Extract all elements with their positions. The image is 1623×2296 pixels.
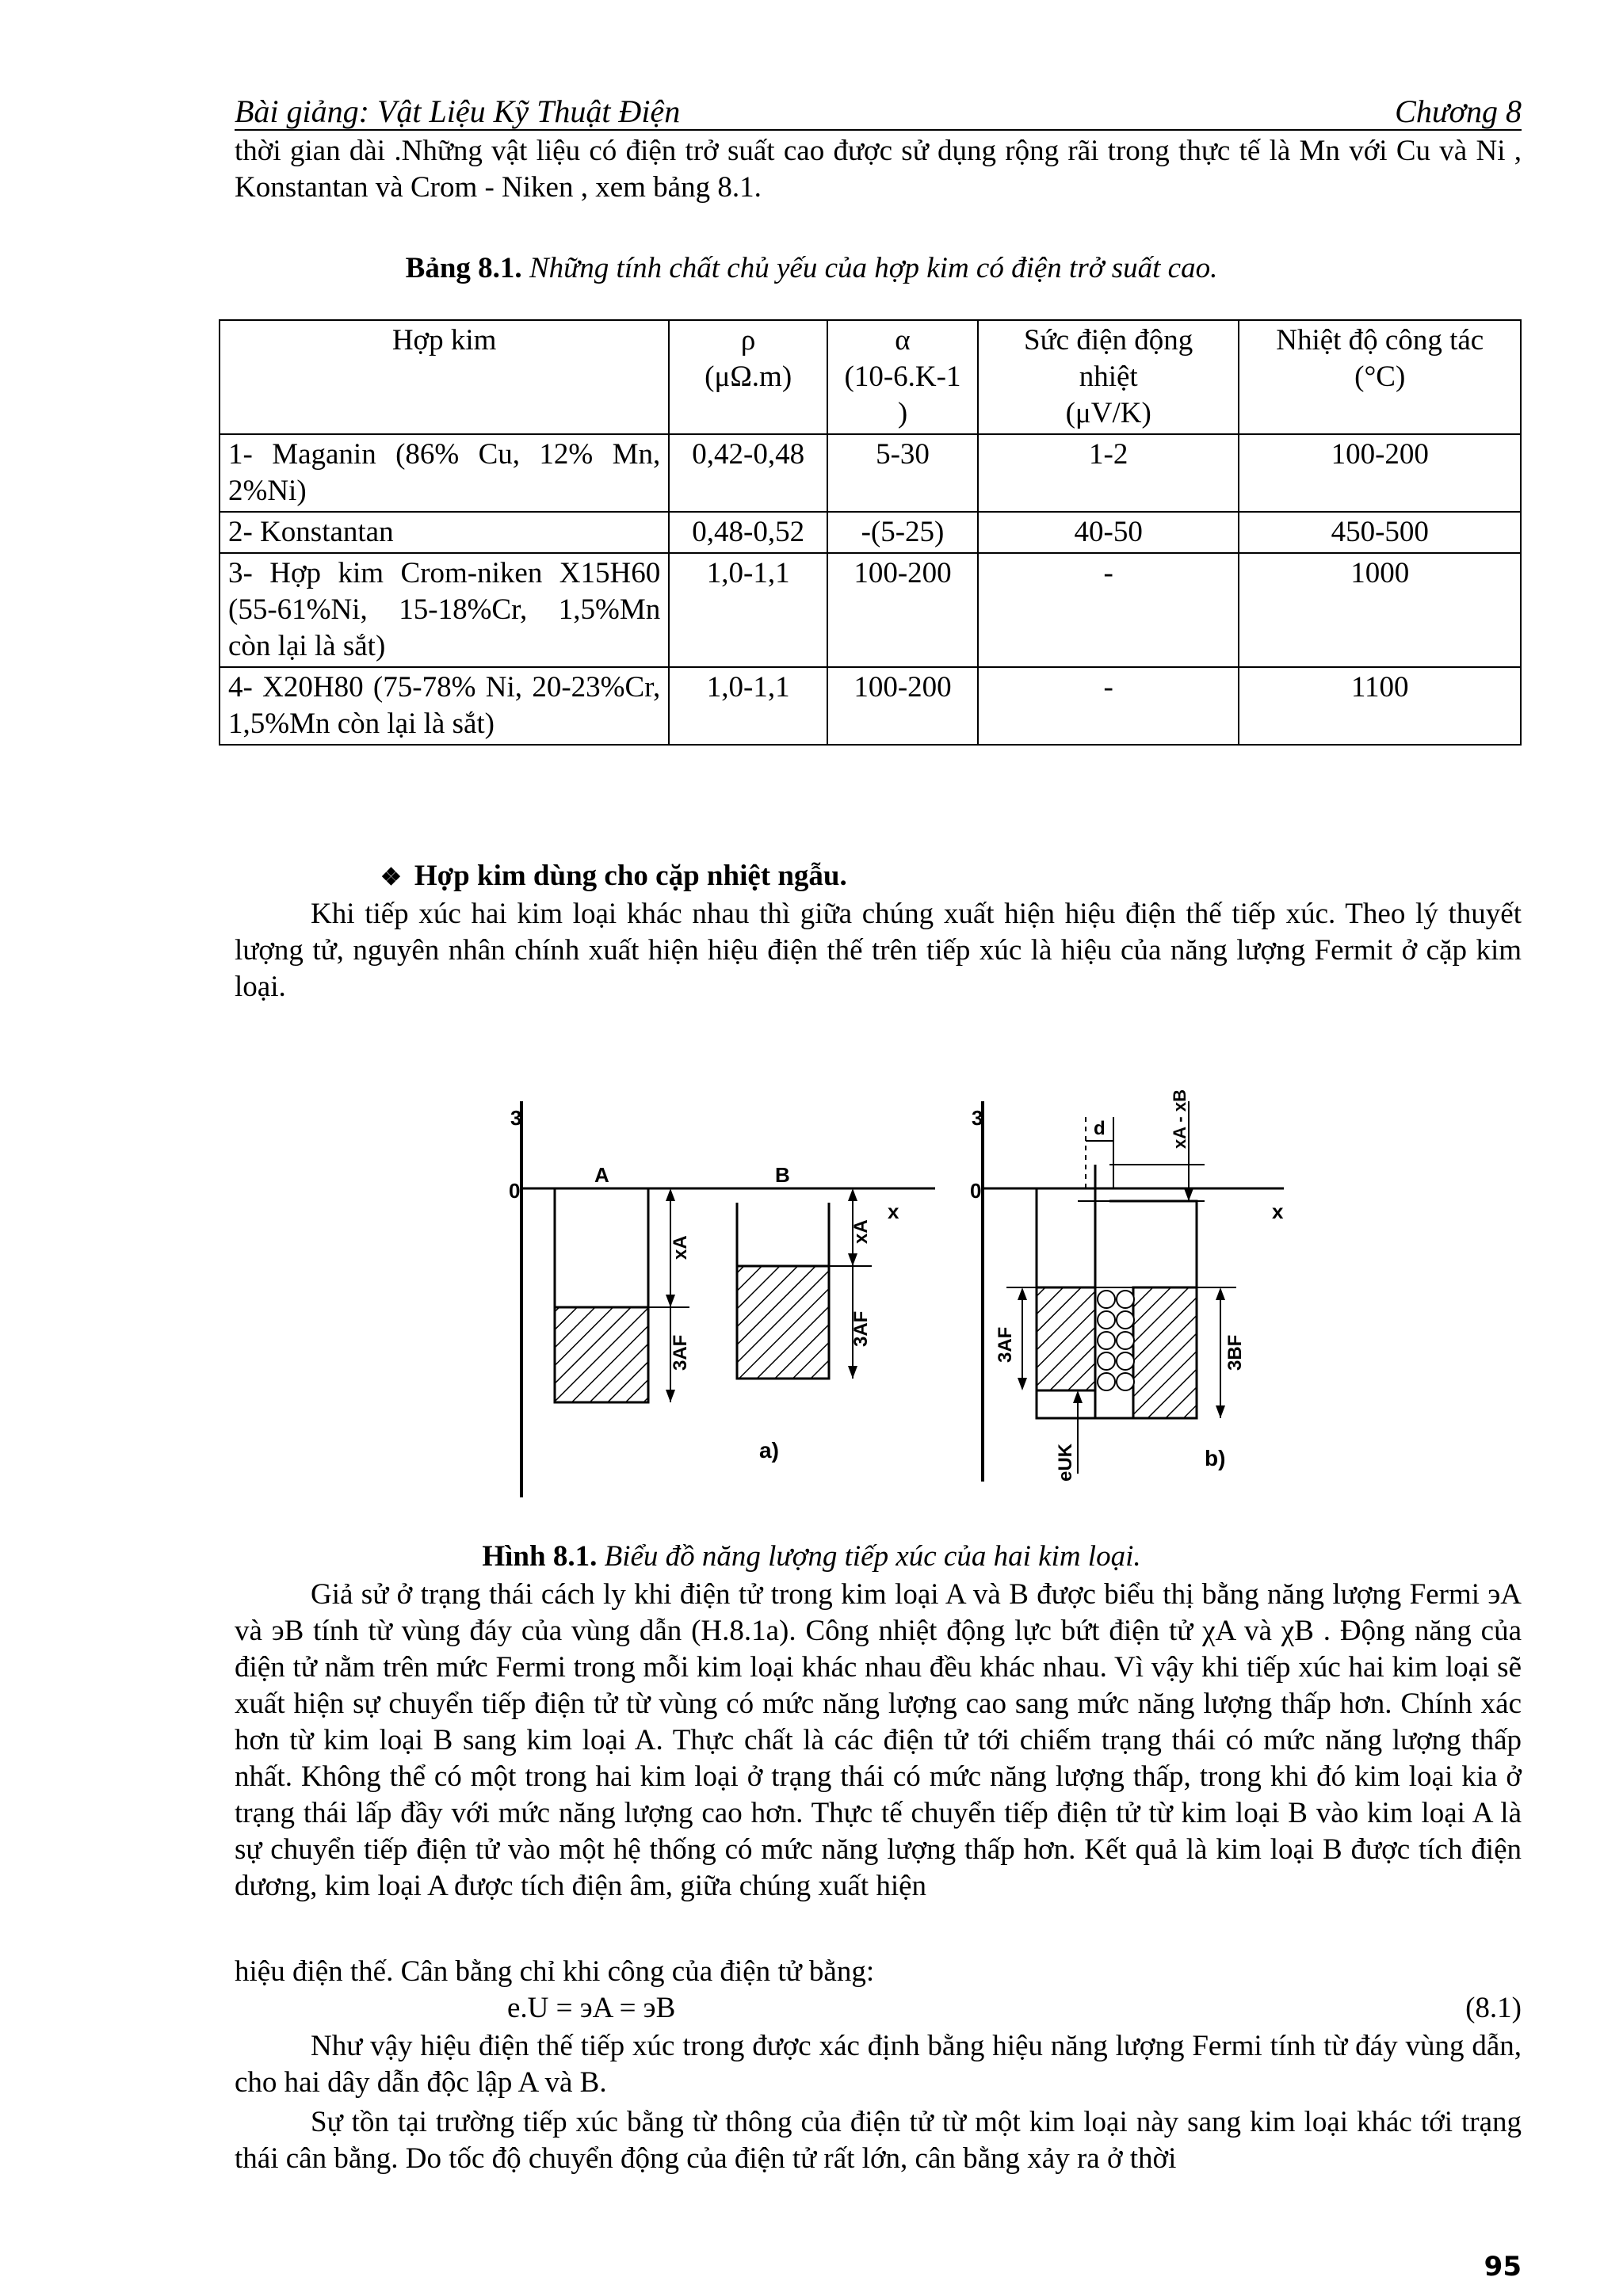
chi-a-label: xA (670, 1235, 691, 1260)
figure-caption-label: Hình 8.1. (482, 1540, 598, 1573)
table-row: 2- Konstantan 0,48-0,52 -(5-25) 40-50 450-500 (220, 512, 1521, 553)
header-chapter: Chương 8 (1395, 93, 1522, 129)
intro-paragraph: thời gian dài .Những vật liệu có điện trở suất cao được sử dụng rộng rãi trong thực tế là Mn với Cu và Ni , Konstantan và Crom - Niken , xem bảng 8.1. (235, 135, 1522, 204)
header-rule (235, 129, 1522, 131)
fermi-b-label-b: 3BF (1224, 1334, 1246, 1371)
paragraph-1: Khi tiếp xúc hai kim loại khác nhau thì giữa chúng xuất hiện hiệu điện thế tiếp xúc. Theo lý thuyết lượng tử, nguyên nhân chính xuất hiện hiệu điện thế trên tiếp xúc là hiệu của năng lượng Fermit ở cặp kim loại. (235, 898, 1522, 1003)
paragraph-3: Như vậy hiệu điện thế tiếp xúc trong được xác định bằng hiệu năng lượng Fermi tính từ đáy vùng dẫn, cho hai dây dẫn độc lập A và B. (235, 2030, 1522, 2099)
zero-label: 0 (509, 1179, 521, 1203)
fermi-a-label: 3AF (670, 1334, 691, 1371)
table-caption (0, 250, 1623, 287)
paragraph-2-end: hiệu điện thế. Cân bằng chỉ khi công của điện tử bằng: (235, 1955, 875, 1988)
formula-expression: e.U = эA = эB (507, 1992, 676, 2024)
energy-axis-label-b: 3 (972, 1106, 983, 1130)
x-label-b: x (1272, 1199, 1284, 1223)
diagram-b (970, 1089, 1284, 1482)
header-title: Bài giảng: Vật Liệu Kỹ Thuật Điện (235, 93, 681, 129)
header-emf: Sức điện động nhiệt (μV/K) (978, 320, 1239, 434)
subfigure-a-label: a) (759, 1438, 779, 1463)
page-number: 95 (1484, 2251, 1522, 2283)
metal-a-label: A (594, 1163, 609, 1187)
table-caption-label: Bảng 8.1. (405, 252, 522, 284)
header-rho: ρ (μΩ.m) (669, 320, 827, 434)
energy-diagram-figure (475, 1085, 1347, 1505)
fermi-a-label-b: 3AF (995, 1326, 1016, 1363)
diagram-a (509, 1101, 935, 1497)
x-label: x (888, 1199, 899, 1223)
table-row: 3- Hợp kim Crom-niken X15H60 (55-61%Ni, 15-18%Cr, 1,5%Mn còn lại là sắt) 1,0-1,1 100-200 - 1000 (220, 553, 1521, 667)
table-caption-text: Những tính chất chủ yếu của hợp kim có điện trở suất cao. (521, 252, 1218, 284)
distance-d-label: d (1094, 1118, 1106, 1139)
figure-caption (0, 1539, 1623, 1575)
work-function-difference-label: xA - xB (1170, 1089, 1190, 1149)
contact-potential-label: eUK (1055, 1443, 1076, 1482)
subfigure-b-label: b) (1205, 1446, 1226, 1470)
section-heading: ❖ Hợp kim dùng cho cặp nhiệt ngẫu. (380, 860, 847, 892)
paragraph-4: Sự tồn tại trường tiếp xúc bằng từ thông của điện tử từ một kim loại này sang kim loại khác tới trạng thái cân bằng. Do tốc độ chuyển động của điện tử rất lớn, cân bằng xảy ra ở thời (235, 2106, 1522, 2175)
header-alloy: Hợp kim (220, 320, 669, 434)
table-row: 1- Maganin (86% Cu, 12% Mn, 2%Ni) 0,42-0,48 5-30 1-2 100-200 (220, 434, 1521, 512)
zero-label-b: 0 (970, 1179, 982, 1203)
metal-b-label: B (775, 1163, 790, 1187)
header-alpha: α (10-6.K-1 ) (827, 320, 978, 434)
alloy-properties-table (219, 319, 1522, 746)
formula-number: (8.1) (1465, 1992, 1522, 2024)
charge-circles (1098, 1291, 1134, 1390)
header-temperature: Nhiệt độ công tác (°C) (1239, 320, 1521, 434)
fermi-b-label: 3AF (850, 1310, 872, 1347)
table-header-row (220, 320, 1521, 434)
chi-b-label: xA (850, 1219, 872, 1244)
energy-axis-label: 3 (510, 1106, 522, 1130)
table-row: 4- X20H80 (75-78% Ni, 20-23%Cr, 1,5%Mn còn lại là sắt) 1,0-1,1 100-200 - 1100 (220, 667, 1521, 745)
diamond-bullet-icon: ❖ (380, 864, 402, 891)
figure-caption-text: Biểu đồ năng lượng tiếp xúc của hai kim loại. (597, 1540, 1141, 1573)
paragraph-2: Giả sử ở trạng thái cách ly khi điện tử trong kim loại A và B được biểu thị bằng năng lượng Fermi эA và эB tính từ vùng đáy của vùng dẫn (H.8.1a). Công nhiệt động lực bứt điện tử χA và χB . Động năng của điện tử nằm trên mức Fermi trong mỗi kim loại khác nhau đều khác nhau. Vì vậy khi tiếp xúc hai kim loại sẽ xuất hiện sự chuyển tiếp điện tử từ vùng có mức năng lượng cao sang mức năng lượng thấp hơn. Chính xác hơn từ kim loại B sang kim loại A. Thực chất là các điện tử tới chiếm trạng thái có mức năng lượng thấp nhất. Không thể có một trong hai kim loại ở trạng thái có mức năng lượng thấp, trong khi đó kim loại kia ở trạng thái lấp đầy với mức năng lượng cao hơn. Thực tế chuyển tiếp điện tử từ kim loại B vào kim loại A là sự chuyển tiếp điện tử vào một hệ thống có mức năng lượng thấp hơn. Kết quả là kim loại B được tích điện dương, kim loại A được tích điện âm, giữa chúng xuất hiện (235, 1578, 1522, 1902)
